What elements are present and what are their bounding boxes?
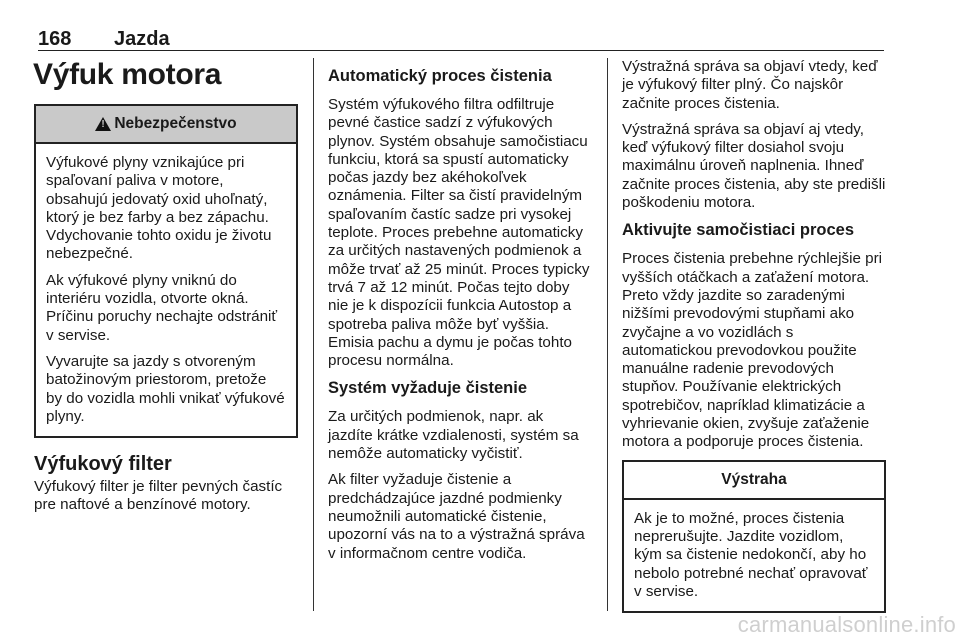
cleaning-required-heading: Systém vyžaduje čistenie bbox=[328, 379, 528, 398]
caution-text: Ak je to možné, proces čistenia neprerušujte. Jazdite vozidlom, kým sa čistenie nedokončí, aby ho nebolo potrebné nechať opravovať v servise. bbox=[634, 509, 868, 600]
danger-paragraph: Ak výfukové plyny vniknú do interiéru vozidla, otvorte okná. Príčinu poruchy nechajte odstrániť v servise. bbox=[46, 271, 278, 344]
column-2 bbox=[328, 58, 592, 571]
danger-box bbox=[34, 104, 298, 438]
danger-box-header bbox=[36, 106, 296, 144]
caution-box-header bbox=[624, 462, 884, 500]
cleaning-required-text: Za určitých podmienok, napr. ak jazdíte krátke vzdialenosti, systém sa nemôže automaticky vyčistiť. bbox=[328, 408, 579, 463]
caution-box-title: Výstraha bbox=[721, 470, 787, 488]
activate-cleaning-heading: Aktivujte samočistiaci proces bbox=[622, 221, 855, 240]
danger-paragraph: Výfukové plyny vznikajúce pri spaľovaní paliva v motore, obsahujú jedovatý oxid uhoľnatý, ktorý je bez farby a bez zápachu. Vdychovanie tohto oxidu je životu nebezpečné. bbox=[46, 154, 272, 263]
activate-cleaning-text: Proces čistenia prebehne rýchlejšie pri vyšších otáčkach a zaťažení motora. Preto vždy jazdite so zaradenými nižšími prevodovými stupňami ako zvyčajne a vo vozidlách s automatickou prevodovkou použite manuálne radenie prevodových stupňov. Používanie elektrických spotrebičov, napríklad klimatizácie a vyhrievanie okien, zvyšuje zaťaženie motora a podporuje proces čistenia. bbox=[622, 250, 883, 451]
danger-box-body bbox=[36, 144, 296, 436]
column-3 bbox=[622, 58, 886, 613]
page-number: 168 bbox=[38, 28, 72, 50]
section-title: Jazda bbox=[114, 28, 170, 50]
warning-message-text: Výstražná správa sa objaví aj vtedy, keď výfukový filter dosiahol svoju maximálnu úroveň naplnenia. Ihneď začnite proces čistenia, aby ste predišli poškodeniu motora. bbox=[622, 120, 886, 212]
column-1 bbox=[34, 58, 298, 523]
cleaning-required-text: Ak filter vyžaduje čistenie a predchádzajúce jazdné podmienky neumožnili automatické čistenie, upozorní vás na to a výstražná správa v informačnom centre vodiča. bbox=[328, 471, 585, 562]
page-title: Výfuk motora bbox=[33, 58, 222, 91]
caution-box bbox=[622, 460, 886, 613]
filter-text: Výfukový filter je filter pevných častíc pre naftové a benzínové motory. bbox=[34, 478, 283, 514]
warning-message-text: Výstražná správa sa objaví vtedy, keď je výfukový filter plný. Čo najskôr začnite proces čistenia. bbox=[622, 58, 878, 112]
warning-triangle-icon bbox=[95, 117, 111, 131]
danger-paragraph: Vyvarujte sa jazdy s otvoreným batožinovým priestorom, pretože by do vozidla mohli vnikať výfukové plyny. bbox=[46, 352, 285, 425]
filter-heading: Výfukový filter bbox=[34, 453, 172, 476]
auto-cleaning-heading: Automatický proces čistenia bbox=[328, 67, 552, 85]
column-divider bbox=[607, 58, 608, 611]
danger-box-title: Nebezpečenstvo bbox=[114, 115, 237, 132]
auto-cleaning-text: Systém výfukového filtra odfiltruje pevné častice sadzí z výfukových plynov. Systém obsahuje samočistiacu funkciu, ktorá sa spustí automaticky počas jazdy bez akéhokoľvek oznámenia. Filter sa čistí pravidelným spaľovaním častíc sadze pri vysokej teplote. Proces prebehne automaticky za určitých nastavených podmienok a môže trvať až 25 minút. Proces typicky trvá 7 až 12 minút. Počas tejto doby nie je k dispozícii funkcia Autostop a spotreba paliva môže byť vyššia. Emisia pachu a dymu je počas tohto procesu normálna. bbox=[328, 96, 590, 370]
page-header bbox=[38, 28, 884, 51]
watermark: carmanualsonline.info bbox=[737, 612, 956, 637]
column-divider bbox=[313, 58, 314, 611]
caution-box-body bbox=[624, 500, 884, 611]
